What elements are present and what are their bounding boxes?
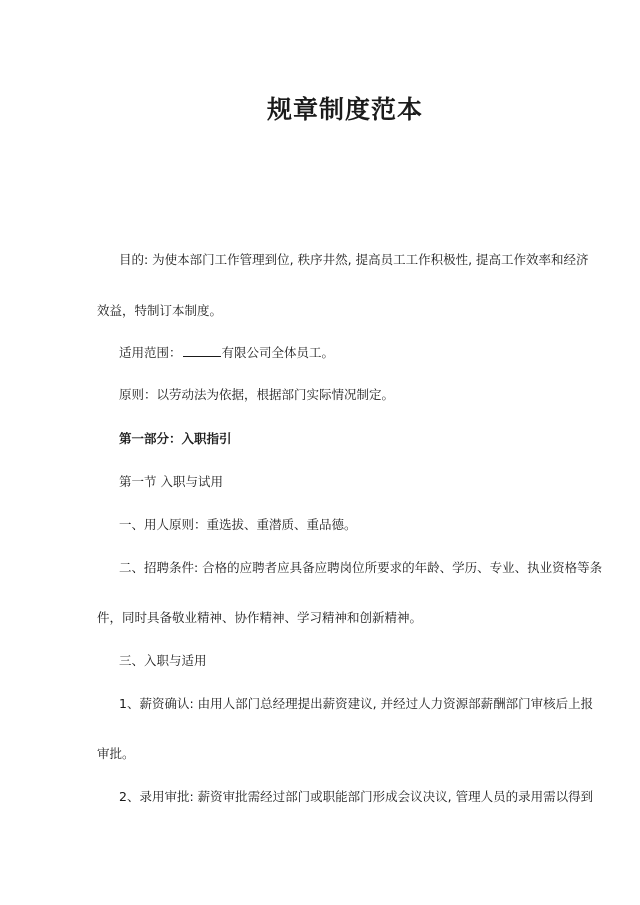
scope-blank [183, 344, 221, 357]
principle-line: 原则：以劳动法为依据，根据部门实际情况制定。 [119, 387, 395, 402]
section1-heading: 第一节 入职与试用 [119, 474, 223, 489]
scope-line [119, 344, 334, 362]
item2-line-1: 二、招聘条件: 合格的应聘者应具备应聘岗位所要求的年龄、学历、专业、执业资格等条 [119, 560, 603, 575]
part1-heading: 第一部分：入职指引 [119, 431, 232, 446]
item3-line: 三、入职与适用 [119, 653, 207, 668]
sub1-line-2: 审批。 [97, 746, 135, 761]
purpose-line-2: 效益，特制订本制度。 [97, 303, 223, 318]
item2-line-2: 件，同时具备敬业精神、协作精神、学习精神和创新精神。 [97, 610, 423, 625]
scope-label: 适用范围： [119, 345, 182, 360]
document-title: 规章制度范本 [266, 95, 423, 124]
purpose-line-1: 目的: 为使本部门工作管理到位, 秩序井然, 提高员工工作积极性, 提高工作效率和经济 [119, 252, 589, 267]
sub1-line-1: 1、薪资确认: 由用人部门总经理提出薪资建议, 并经过人力资源部薪酬部门审核后上报 [119, 696, 594, 711]
scope-rest: 有限公司全体员工。 [221, 345, 335, 360]
item1-line: 一、用人原则：重选拔、重潜质、重品德。 [119, 517, 357, 532]
sub2-line-1: 2、录用审批: 薪资审批需经过部门或职能部门形成会议决议, 管理人员的录用需以得到 [119, 789, 594, 804]
